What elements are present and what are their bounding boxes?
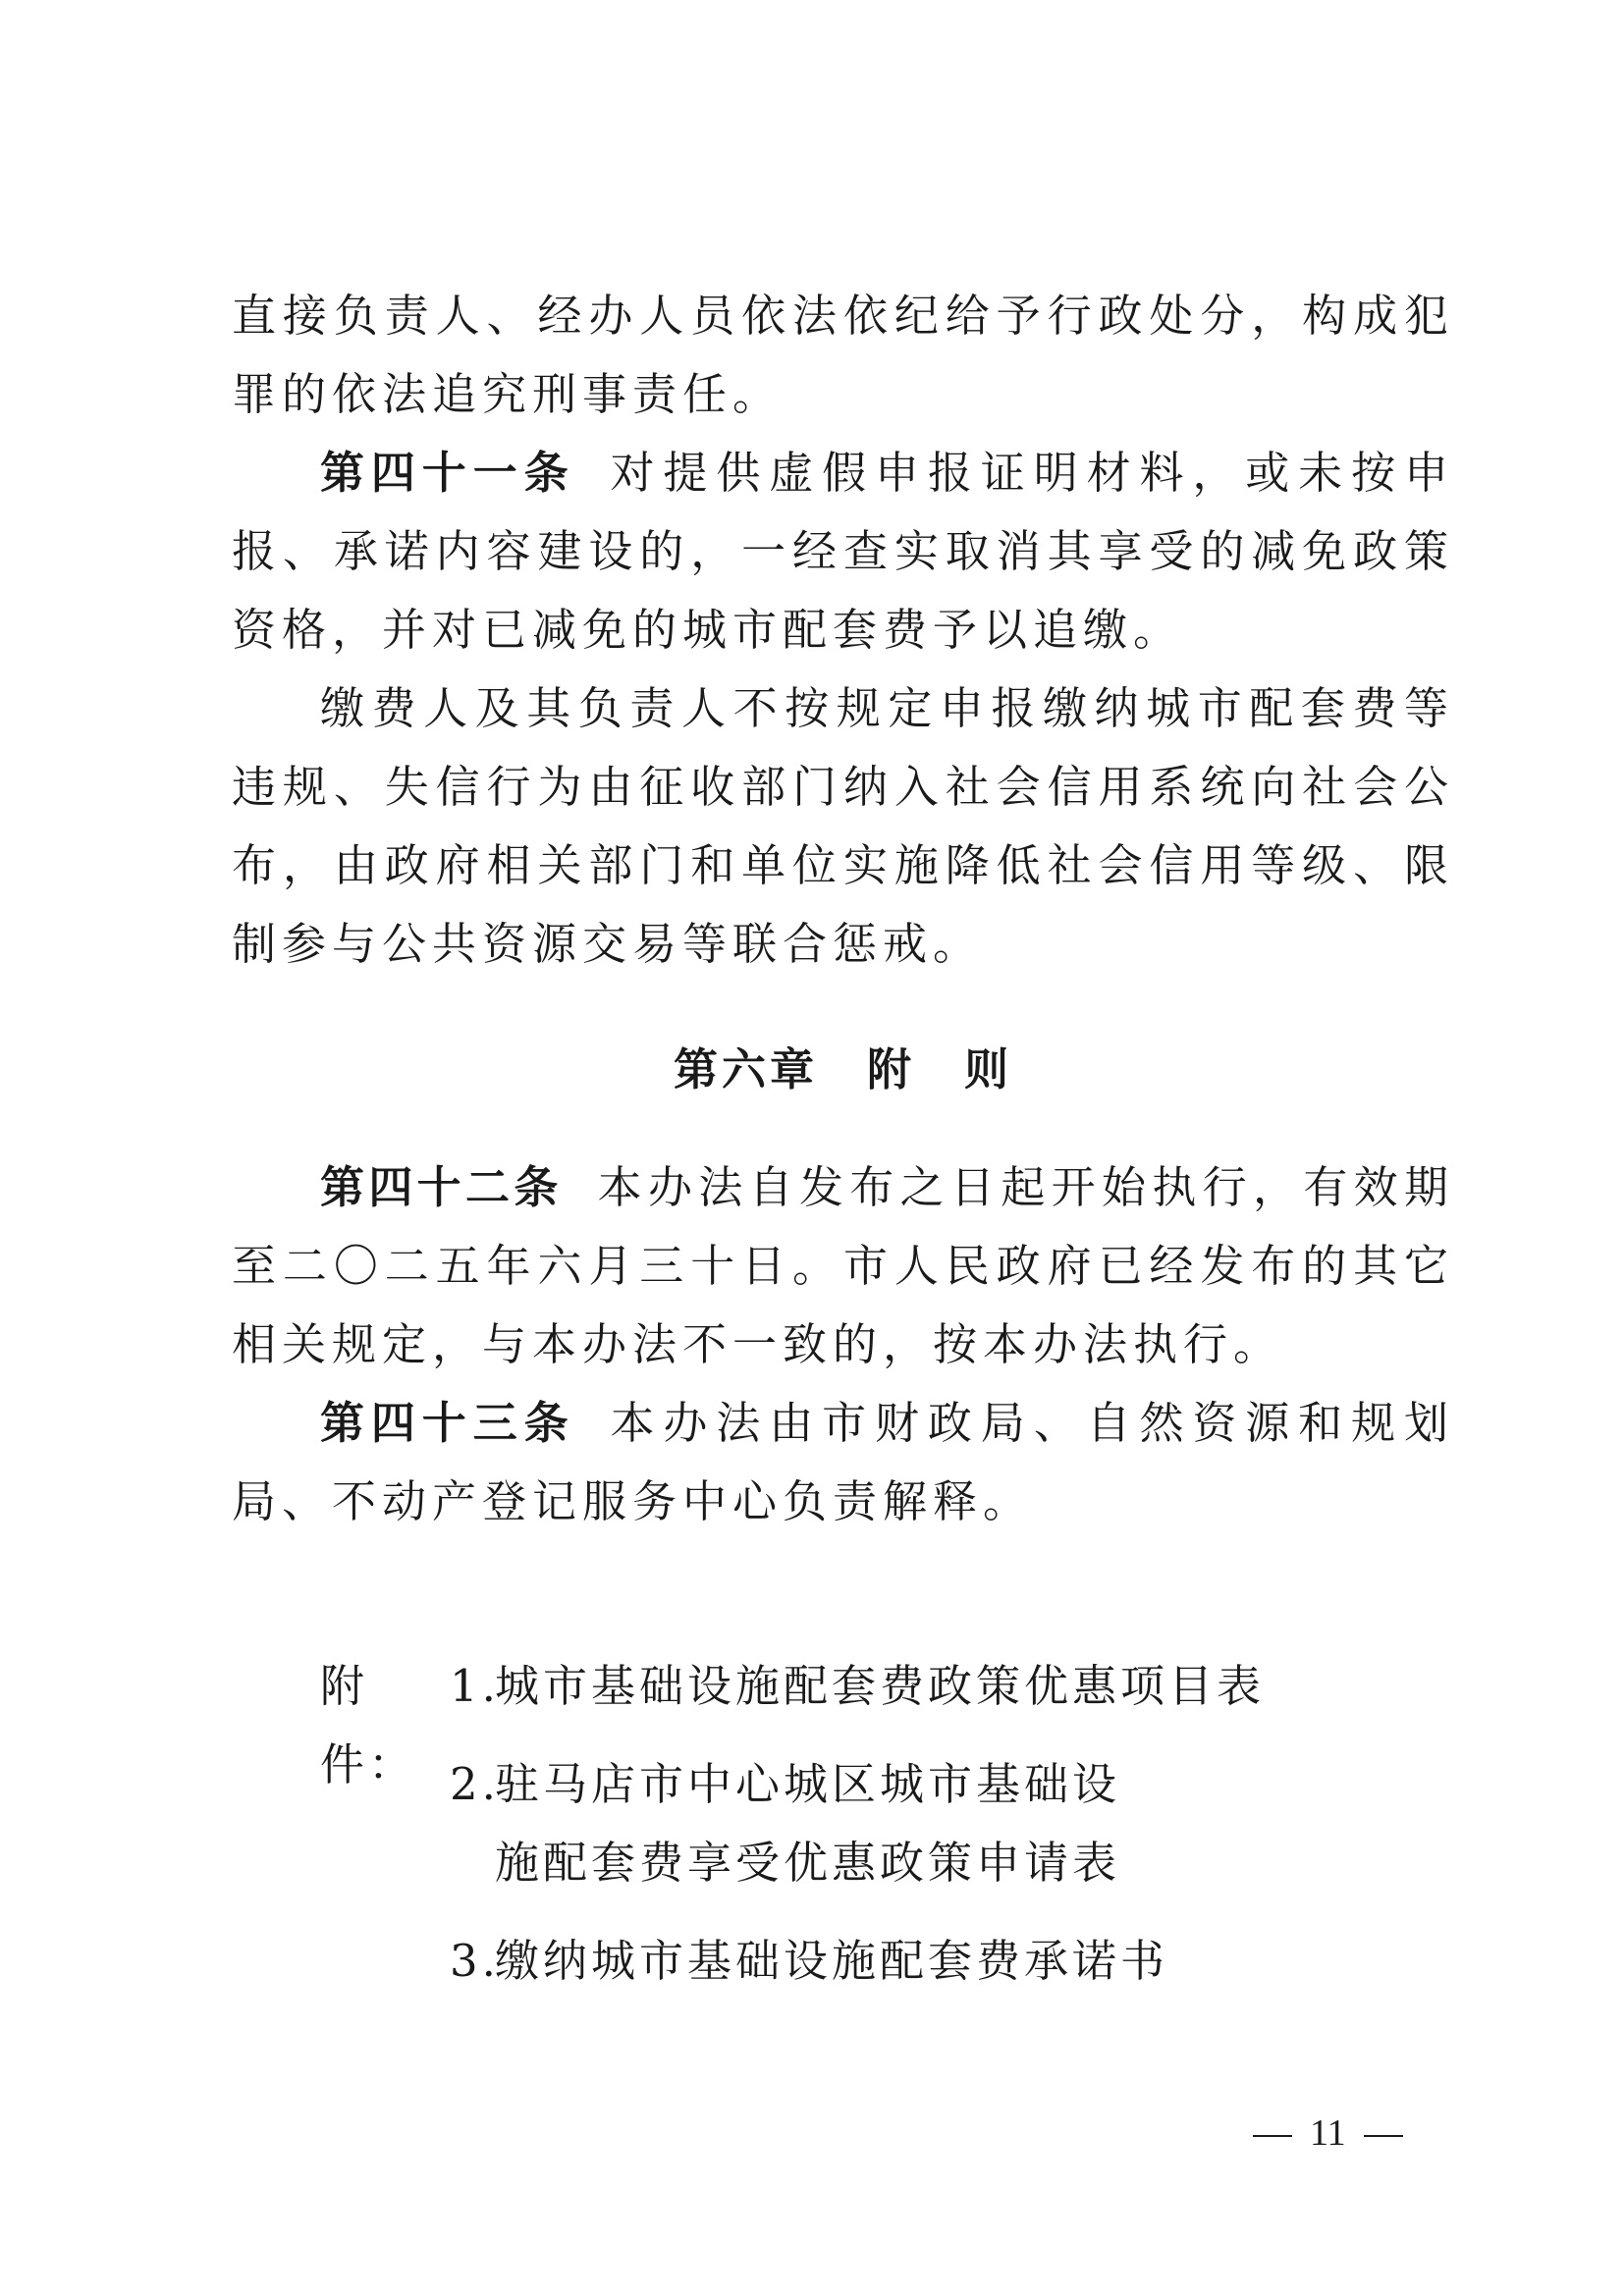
article-42-text: 本办法自发布之日起开始执行，有效期至二〇二五年六月三十日。市人民政府已经发布的其它相关规定，与本办法不一致的，按本办法执行。 xyxy=(232,1161,1454,1370)
dash-left xyxy=(1253,2135,1292,2137)
article-41-number: 第四十一条 xyxy=(320,447,575,499)
attachment-title: 驻马店市中心城区城市基础设施配套费享受优惠政策申请表 xyxy=(495,1758,1121,1889)
attachment-title: 缴纳城市基础设施配套费承诺书 xyxy=(495,1935,1169,1987)
paragraph-continuation: 直接负责人、经办人员依法依纪给予行政处分，构成犯罪的依法追究刑事责任。 xyxy=(232,290,1454,420)
article-42-number: 第四十二条 xyxy=(320,1161,563,1213)
document-body xyxy=(232,277,1454,2001)
attachment-number: 1. xyxy=(450,1660,500,1712)
dash-right xyxy=(1364,2135,1403,2137)
attachment-item-2 xyxy=(450,1745,1339,1902)
article-42 xyxy=(232,1148,1454,1384)
page-number-value: 11 xyxy=(1310,2112,1346,2154)
attachments-label: 附件： xyxy=(320,1660,417,1790)
chapter-number: 第六章 xyxy=(673,1043,818,1095)
attachment-item-3 xyxy=(450,1922,1339,2001)
attachment-items xyxy=(450,1647,1339,2001)
attachments-list xyxy=(232,1647,1454,2001)
chapter-title-char-1: 附 xyxy=(866,1043,915,1095)
article-41 xyxy=(232,434,1454,669)
chapter-title-char-2: 则 xyxy=(964,1043,1013,1095)
article-43-text: 本办法由市财政局、自然资源和规划局、不动产登记服务中心负责解释。 xyxy=(232,1397,1454,1527)
attachment-title: 城市基础设施配套费政策优惠项目表 xyxy=(495,1660,1266,1712)
chapter-title xyxy=(232,1031,1454,1109)
attachment-number: 2. xyxy=(450,1758,500,1810)
attachment-item-1 xyxy=(450,1647,1339,1726)
article-43-number: 第四十三条 xyxy=(320,1397,575,1449)
article-43 xyxy=(232,1384,1454,1541)
page-number xyxy=(1235,2109,1421,2158)
article-41-text: 对提供虚假申报证明材料，或未按申报、承诺内容建设的，一经查实取消其享受的减免政策资格，并对已减免的城市配套费予以追缴。 xyxy=(232,447,1454,656)
attachment-number: 3. xyxy=(450,1935,500,1987)
paragraph-credit-punishment: 缴费人及其负责人不按规定申报缴纳城市配套费等违规、失信行为由征收部门纳入社会信用系统向社会公布，由政府相关部门和单位实施降低社会信用等级、限制参与公共资源交易等联合惩戒。 xyxy=(232,682,1454,970)
